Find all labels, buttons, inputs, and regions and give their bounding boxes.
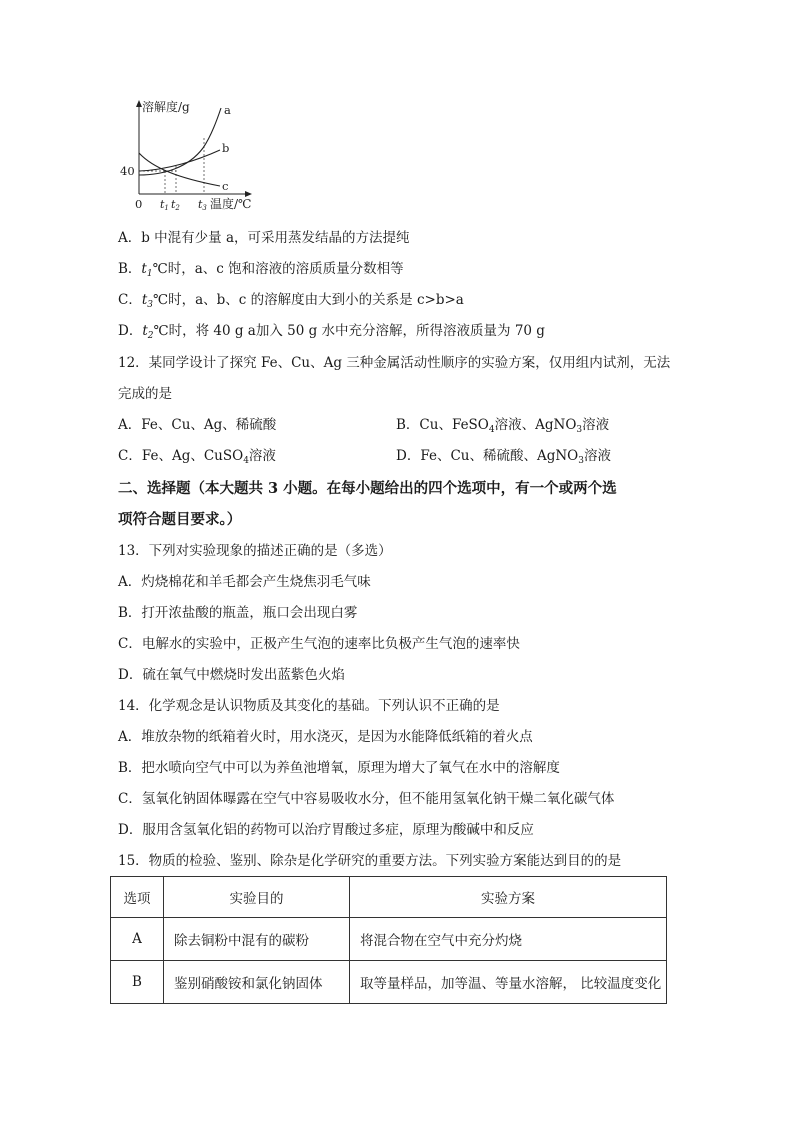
q15-stem: 15．物质的检验、鉴别、除杂是化学研究的重要方法。下列实验方案能达到目的的是 [118,853,622,869]
table-header-cell: 实验目的 [164,877,350,918]
q12-stem-line1: 12．某同学设计了探究 Fe、Cu、Ag 三种金属活动性顺序的实验方案，仅用组内试剂，无法 [118,355,671,371]
q12-option-a: A．Fe、Cu、Ag、稀硫酸 [118,417,277,433]
table-header-cell: 选项 [111,877,164,918]
table-cell: 除去铜粉中混有的碳粉 [164,918,350,961]
section-heading-line1: 二、选择题（本大题共 3 小题。在每小题给出的四个选项中，有一个或两个选 [118,480,617,497]
q14-option-c: C．氢氧化钠固体曝露在空气中容易吸收水分，但不能用氢氧化钠干燥二氧化碳气体 [118,791,615,807]
temp-subscript: 3 [147,300,154,310]
q14-option-a: A．堆放杂物的纸箱着火时，用水浇灭，是因为水能降低纸箱的着火点 [118,729,533,745]
chart-ylabel: 溶解度/g [142,100,190,114]
option-text: ℃时，a、b、c 的溶解度由大到小的关系是 c>b>a [153,292,464,308]
curve-b [139,150,220,171]
temp-subscript: 1 [146,269,153,279]
q13-option-b: B．打开浓盐酸的瓶盖，瓶口会出现白雾 [118,605,358,621]
q11-option-d [118,322,545,345]
table-cell: B [111,961,164,1004]
option-text: 溶液 [583,448,611,464]
curve-c [139,153,220,186]
option-text: 溶液 [248,448,276,464]
formula-subscript: 3 [576,425,583,435]
chart-ytick-40: 40 [120,164,135,178]
option-text: 溶液、AgNO [494,417,577,433]
option-text: ℃时，a、c 饱和溶液的溶质质量分数相等 [152,261,404,277]
q12-option-c [118,447,276,470]
q13-stem: 13．下列对实验现象的描述正确的是（多选） [118,543,392,559]
table-row [111,961,667,1004]
temp-symbol: t [141,292,148,308]
q13-option-d: D．硫在氧气中燃烧时发出蓝紫色火焰 [118,667,345,683]
q14-option-b: B．把水喷向空气中可以为养鱼池增氧，原理为增大了氧气在水中的溶解度 [118,760,560,776]
formula-subscript: 4 [243,456,249,466]
formula-subscript: 3 [578,456,584,466]
q11-option-c [118,291,464,314]
option-letter: C． [118,292,142,308]
series-label-b: b [222,141,230,155]
chart-xlabel: 温度/℃ [210,197,252,211]
q13-option-c: C．电解水的实验中，正极产生气泡的速率比负极产生气泡的速率快 [118,636,520,652]
chart-origin: 0 [135,197,143,211]
table-cell: 鉴别硝酸铵和氯化钠固体 [164,961,350,1004]
option-text: C．Fe、Ag、CuSO [118,448,244,464]
section-heading-line2: 项符合题目要求。） [118,511,242,528]
q11-option-b [118,260,404,283]
q14-stem: 14．化学观念是认识物质及其变化的基础。下列认识不正确的是 [118,698,500,714]
table-header-cell: 实验方案 [350,877,667,918]
q12-stem-line2: 完成的是 [118,386,172,402]
q12-option-d [396,447,611,470]
option-text: B．Cu、FeSO [396,417,489,433]
series-label-a: a [224,103,231,117]
temp-subscript: 2 [147,331,154,341]
option-letter: B． [118,261,142,277]
chart-xtick-t2: t2 [171,198,180,212]
formula-subscript: 4 [488,425,495,435]
q13-option-a: A．灼烧棉花和羊毛都会产生烧焦羽毛气味 [118,574,371,590]
chart-xtick-t1: t1 [160,198,169,212]
table-cell: 取等量样品，加等温、等量水溶解， 比较温度变化 [350,961,667,1004]
q14-option-d: D．服用含氢氧化铝的药物可以治疗胃酸过多症，原理为酸碱中和反应 [118,822,534,838]
q12-option-b [396,416,609,439]
series-label-c: c [222,179,229,193]
chart-xtick-t3: t3 [198,198,207,212]
table-header-row [111,877,667,918]
table-row [111,918,667,961]
option-text: ℃时，将 40 g a加入 50 g 水中充分溶解，所得溶液质量为 70 g [153,323,545,339]
option-letter: D． [118,323,143,339]
option-text: 溶液 [582,417,610,433]
temp-symbol: t [142,323,148,339]
table-cell: A [111,918,164,961]
solubility-chart [118,98,268,214]
q15-table [110,876,667,1004]
table-cell: 将混合物在空气中充分灼烧 [350,918,667,961]
option-text: D．Fe、Cu、稀硫酸、AgNO [396,448,579,464]
temp-symbol: t [141,261,147,277]
q11-option-a: A．b 中混有少量 a，可采用蒸发结晶的方法提纯 [118,230,410,246]
